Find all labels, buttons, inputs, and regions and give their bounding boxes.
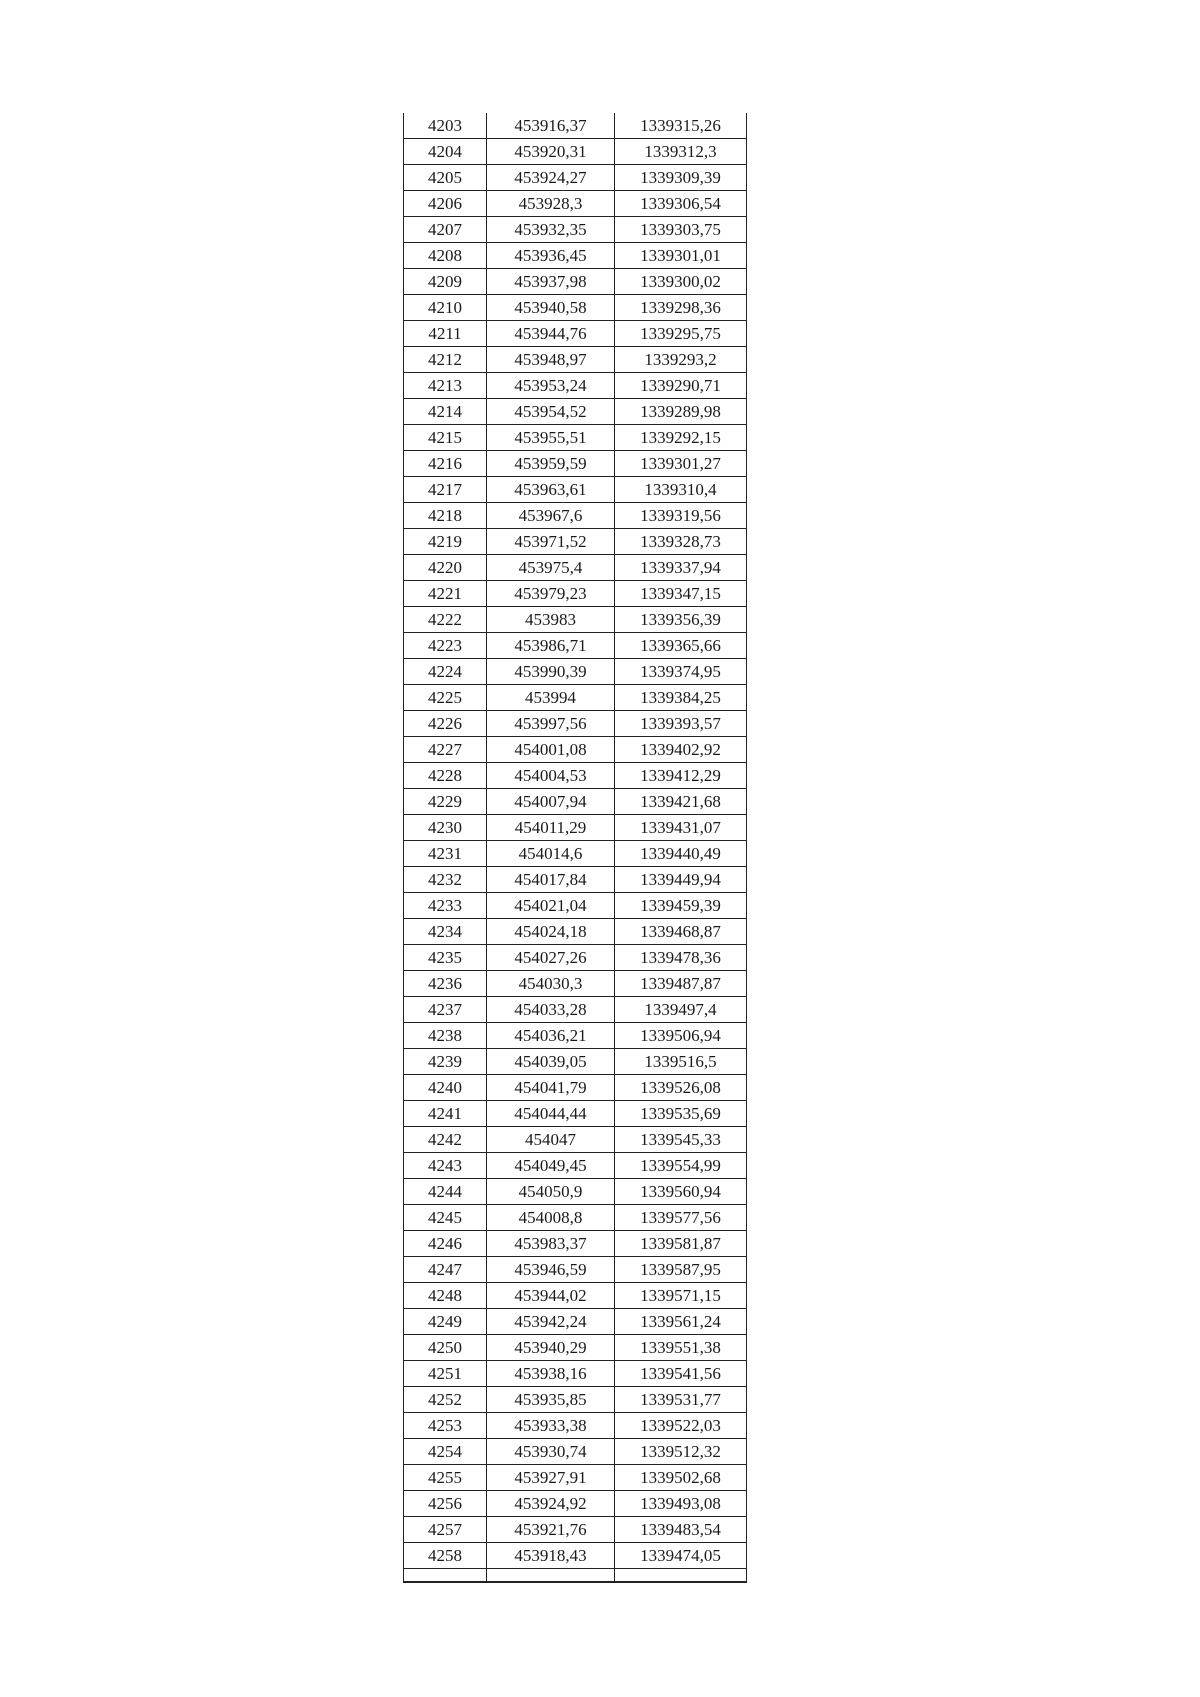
x-coordinate-cell: 453967,6 — [487, 503, 615, 529]
y-coordinate-cell: 1339560,94 — [615, 1179, 747, 1205]
point-number-cell: 4229 — [404, 789, 487, 815]
coordinates-sheet — [403, 113, 746, 1583]
x-coordinate-cell: 453953,24 — [487, 373, 615, 399]
y-coordinate-cell: 1339571,15 — [615, 1283, 747, 1309]
point-number-cell: 4257 — [404, 1517, 487, 1543]
table-row — [404, 1465, 747, 1491]
table-row — [404, 269, 747, 295]
y-coordinate-cell: 1339502,68 — [615, 1465, 747, 1491]
table-row — [404, 529, 747, 555]
point-number-cell: 4226 — [404, 711, 487, 737]
table-row — [404, 425, 747, 451]
x-coordinate-cell: 453979,23 — [487, 581, 615, 607]
table-row — [404, 1127, 747, 1153]
x-coordinate-cell: 453940,58 — [487, 295, 615, 321]
y-coordinate-cell: 1339483,54 — [615, 1517, 747, 1543]
table-row-empty — [404, 1569, 747, 1583]
table-row — [404, 971, 747, 997]
table-row — [404, 633, 747, 659]
table-row — [404, 919, 747, 945]
x-coordinate-cell: 454041,79 — [487, 1075, 615, 1101]
y-coordinate-cell: 1339301,01 — [615, 243, 747, 269]
x-coordinate-cell: 453983 — [487, 607, 615, 633]
table-row — [404, 1543, 747, 1569]
x-coordinate-cell: 453994 — [487, 685, 615, 711]
point-number-cell: 4216 — [404, 451, 487, 477]
table-row — [404, 1517, 747, 1543]
point-number-cell: 4246 — [404, 1231, 487, 1257]
point-number-cell: 4231 — [404, 841, 487, 867]
x-coordinate-cell: 453918,43 — [487, 1543, 615, 1569]
x-coordinate-cell: 454050,9 — [487, 1179, 615, 1205]
x-coordinate-cell: 454049,45 — [487, 1153, 615, 1179]
x-coordinate-cell: 453920,31 — [487, 139, 615, 165]
point-number-cell: 4254 — [404, 1439, 487, 1465]
y-coordinate-cell: 1339421,68 — [615, 789, 747, 815]
point-number-cell: 4203 — [404, 113, 487, 139]
y-coordinate-cell: 1339497,4 — [615, 997, 747, 1023]
point-number-cell: 4249 — [404, 1309, 487, 1335]
point-number-cell: 4215 — [404, 425, 487, 451]
table-row — [404, 763, 747, 789]
point-number-cell: 4214 — [404, 399, 487, 425]
point-number-cell: 4234 — [404, 919, 487, 945]
x-coordinate-cell: 453946,59 — [487, 1257, 615, 1283]
x-coordinate-cell: 453944,76 — [487, 321, 615, 347]
x-coordinate-cell: 454001,08 — [487, 737, 615, 763]
point-number-cell: 4235 — [404, 945, 487, 971]
y-coordinate-cell: 1339290,71 — [615, 373, 747, 399]
table-row — [404, 997, 747, 1023]
y-coordinate-cell: 1339310,4 — [615, 477, 747, 503]
point-number-cell: 4230 — [404, 815, 487, 841]
x-coordinate-cell: 454021,04 — [487, 893, 615, 919]
y-coordinate-cell: 1339312,3 — [615, 139, 747, 165]
empty-cell — [615, 1569, 747, 1583]
table-row — [404, 1283, 747, 1309]
table-row — [404, 217, 747, 243]
point-number-cell: 4222 — [404, 607, 487, 633]
point-number-cell: 4205 — [404, 165, 487, 191]
table-row — [404, 1387, 747, 1413]
y-coordinate-cell: 1339384,25 — [615, 685, 747, 711]
point-number-cell: 4206 — [404, 191, 487, 217]
x-coordinate-cell: 454039,05 — [487, 1049, 615, 1075]
table-row — [404, 1179, 747, 1205]
point-number-cell: 4251 — [404, 1361, 487, 1387]
point-number-cell: 4258 — [404, 1543, 487, 1569]
table-row — [404, 451, 747, 477]
x-coordinate-cell: 453944,02 — [487, 1283, 615, 1309]
y-coordinate-cell: 1339309,39 — [615, 165, 747, 191]
x-coordinate-cell: 453927,91 — [487, 1465, 615, 1491]
y-coordinate-cell: 1339315,26 — [615, 113, 747, 139]
table-row — [404, 607, 747, 633]
y-coordinate-cell: 1339474,05 — [615, 1543, 747, 1569]
point-number-cell: 4255 — [404, 1465, 487, 1491]
x-coordinate-cell: 453959,59 — [487, 451, 615, 477]
x-coordinate-cell: 453990,39 — [487, 659, 615, 685]
point-number-cell: 4232 — [404, 867, 487, 893]
y-coordinate-cell: 1339347,15 — [615, 581, 747, 607]
x-coordinate-cell: 453924,92 — [487, 1491, 615, 1517]
table-row — [404, 399, 747, 425]
x-coordinate-cell: 453921,76 — [487, 1517, 615, 1543]
point-number-cell: 4218 — [404, 503, 487, 529]
x-coordinate-cell: 453932,35 — [487, 217, 615, 243]
point-number-cell: 4240 — [404, 1075, 487, 1101]
y-coordinate-cell: 1339487,87 — [615, 971, 747, 997]
y-coordinate-cell: 1339306,54 — [615, 191, 747, 217]
table-row — [404, 165, 747, 191]
table-row — [404, 503, 747, 529]
x-coordinate-cell: 454044,44 — [487, 1101, 615, 1127]
table-row — [404, 373, 747, 399]
point-number-cell: 4250 — [404, 1335, 487, 1361]
table-row — [404, 685, 747, 711]
table-row — [404, 295, 747, 321]
y-coordinate-cell: 1339328,73 — [615, 529, 747, 555]
point-number-cell: 4227 — [404, 737, 487, 763]
point-number-cell: 4239 — [404, 1049, 487, 1075]
point-number-cell: 4244 — [404, 1179, 487, 1205]
table-row — [404, 243, 747, 269]
table-row — [404, 1049, 747, 1075]
x-coordinate-cell: 454014,6 — [487, 841, 615, 867]
y-coordinate-cell: 1339449,94 — [615, 867, 747, 893]
y-coordinate-cell: 1339300,02 — [615, 269, 747, 295]
x-coordinate-cell: 453954,52 — [487, 399, 615, 425]
x-coordinate-cell: 453971,52 — [487, 529, 615, 555]
x-coordinate-cell: 454036,21 — [487, 1023, 615, 1049]
table-row — [404, 555, 747, 581]
y-coordinate-cell: 1339577,56 — [615, 1205, 747, 1231]
y-coordinate-cell: 1339522,03 — [615, 1413, 747, 1439]
point-number-cell: 4210 — [404, 295, 487, 321]
y-coordinate-cell: 1339554,99 — [615, 1153, 747, 1179]
point-number-cell: 4211 — [404, 321, 487, 347]
y-coordinate-cell: 1339545,33 — [615, 1127, 747, 1153]
x-coordinate-cell: 453936,45 — [487, 243, 615, 269]
table-row — [404, 711, 747, 737]
point-number-cell: 4248 — [404, 1283, 487, 1309]
table-row — [404, 1439, 747, 1465]
y-coordinate-cell: 1339319,56 — [615, 503, 747, 529]
x-coordinate-cell: 454030,3 — [487, 971, 615, 997]
table-row — [404, 477, 747, 503]
point-number-cell: 4236 — [404, 971, 487, 997]
x-coordinate-cell: 453916,37 — [487, 113, 615, 139]
y-coordinate-cell: 1339301,27 — [615, 451, 747, 477]
y-coordinate-cell: 1339295,75 — [615, 321, 747, 347]
point-number-cell: 4252 — [404, 1387, 487, 1413]
y-coordinate-cell: 1339561,24 — [615, 1309, 747, 1335]
table-row — [404, 113, 747, 139]
table-row — [404, 1413, 747, 1439]
point-number-cell: 4212 — [404, 347, 487, 373]
table-row — [404, 867, 747, 893]
point-number-cell: 4221 — [404, 581, 487, 607]
coordinates-table — [403, 113, 747, 1583]
coordinates-table-body — [404, 113, 747, 1582]
y-coordinate-cell: 1339526,08 — [615, 1075, 747, 1101]
y-coordinate-cell: 1339289,98 — [615, 399, 747, 425]
y-coordinate-cell: 1339459,39 — [615, 893, 747, 919]
table-row — [404, 789, 747, 815]
x-coordinate-cell: 453997,56 — [487, 711, 615, 737]
x-coordinate-cell: 453937,98 — [487, 269, 615, 295]
table-row — [404, 1101, 747, 1127]
point-number-cell: 4228 — [404, 763, 487, 789]
y-coordinate-cell: 1339292,15 — [615, 425, 747, 451]
point-number-cell: 4217 — [404, 477, 487, 503]
x-coordinate-cell: 454027,26 — [487, 945, 615, 971]
table-row — [404, 1491, 747, 1517]
y-coordinate-cell: 1339374,95 — [615, 659, 747, 685]
table-row — [404, 1309, 747, 1335]
point-number-cell: 4213 — [404, 373, 487, 399]
x-coordinate-cell: 453975,4 — [487, 555, 615, 581]
table-row — [404, 893, 747, 919]
y-coordinate-cell: 1339541,56 — [615, 1361, 747, 1387]
x-coordinate-cell: 453933,38 — [487, 1413, 615, 1439]
y-coordinate-cell: 1339512,32 — [615, 1439, 747, 1465]
y-coordinate-cell: 1339337,94 — [615, 555, 747, 581]
y-coordinate-cell: 1339535,69 — [615, 1101, 747, 1127]
y-coordinate-cell: 1339506,94 — [615, 1023, 747, 1049]
table-row — [404, 737, 747, 763]
table-row — [404, 581, 747, 607]
x-coordinate-cell: 453928,3 — [487, 191, 615, 217]
x-coordinate-cell: 454011,29 — [487, 815, 615, 841]
x-coordinate-cell: 454004,53 — [487, 763, 615, 789]
x-coordinate-cell: 453948,97 — [487, 347, 615, 373]
y-coordinate-cell: 1339587,95 — [615, 1257, 747, 1283]
x-coordinate-cell: 453986,71 — [487, 633, 615, 659]
empty-cell — [487, 1569, 615, 1583]
x-coordinate-cell: 453924,27 — [487, 165, 615, 191]
x-coordinate-cell: 454024,18 — [487, 919, 615, 945]
x-coordinate-cell: 453930,74 — [487, 1439, 615, 1465]
point-number-cell: 4208 — [404, 243, 487, 269]
empty-cell — [404, 1569, 487, 1583]
table-row — [404, 841, 747, 867]
point-number-cell: 4242 — [404, 1127, 487, 1153]
point-number-cell: 4220 — [404, 555, 487, 581]
table-row — [404, 347, 747, 373]
x-coordinate-cell: 454033,28 — [487, 997, 615, 1023]
point-number-cell: 4209 — [404, 269, 487, 295]
point-number-cell: 4256 — [404, 1491, 487, 1517]
x-coordinate-cell: 453955,51 — [487, 425, 615, 451]
y-coordinate-cell: 1339393,57 — [615, 711, 747, 737]
point-number-cell: 4207 — [404, 217, 487, 243]
x-coordinate-cell: 453963,61 — [487, 477, 615, 503]
point-number-cell: 4238 — [404, 1023, 487, 1049]
table-row — [404, 1335, 747, 1361]
y-coordinate-cell: 1339402,92 — [615, 737, 747, 763]
y-coordinate-cell: 1339412,29 — [615, 763, 747, 789]
y-coordinate-cell: 1339581,87 — [615, 1231, 747, 1257]
x-coordinate-cell: 453942,24 — [487, 1309, 615, 1335]
y-coordinate-cell: 1339365,66 — [615, 633, 747, 659]
point-number-cell: 4247 — [404, 1257, 487, 1283]
table-row — [404, 659, 747, 685]
table-row — [404, 1023, 747, 1049]
point-number-cell: 4204 — [404, 139, 487, 165]
table-row — [404, 139, 747, 165]
point-number-cell: 4253 — [404, 1413, 487, 1439]
point-number-cell: 4223 — [404, 633, 487, 659]
table-row — [404, 1257, 747, 1283]
y-coordinate-cell: 1339298,36 — [615, 295, 747, 321]
point-number-cell: 4219 — [404, 529, 487, 555]
point-number-cell: 4243 — [404, 1153, 487, 1179]
table-row — [404, 945, 747, 971]
y-coordinate-cell: 1339493,08 — [615, 1491, 747, 1517]
point-number-cell: 4241 — [404, 1101, 487, 1127]
y-coordinate-cell: 1339478,36 — [615, 945, 747, 971]
x-coordinate-cell: 453940,29 — [487, 1335, 615, 1361]
point-number-cell: 4237 — [404, 997, 487, 1023]
x-coordinate-cell: 453983,37 — [487, 1231, 615, 1257]
table-row — [404, 191, 747, 217]
x-coordinate-cell: 454007,94 — [487, 789, 615, 815]
table-row — [404, 321, 747, 347]
x-coordinate-cell: 453938,16 — [487, 1361, 615, 1387]
y-coordinate-cell: 1339440,49 — [615, 841, 747, 867]
table-row — [404, 1153, 747, 1179]
y-coordinate-cell: 1339431,07 — [615, 815, 747, 841]
x-coordinate-cell: 454047 — [487, 1127, 615, 1153]
y-coordinate-cell: 1339531,77 — [615, 1387, 747, 1413]
y-coordinate-cell: 1339293,2 — [615, 347, 747, 373]
x-coordinate-cell: 454008,8 — [487, 1205, 615, 1231]
point-number-cell: 4233 — [404, 893, 487, 919]
table-row — [404, 1075, 747, 1101]
x-coordinate-cell: 454017,84 — [487, 867, 615, 893]
y-coordinate-cell: 1339551,38 — [615, 1335, 747, 1361]
point-number-cell: 4224 — [404, 659, 487, 685]
y-coordinate-cell: 1339356,39 — [615, 607, 747, 633]
y-coordinate-cell: 1339468,87 — [615, 919, 747, 945]
x-coordinate-cell: 453935,85 — [487, 1387, 615, 1413]
point-number-cell: 4245 — [404, 1205, 487, 1231]
table-row — [404, 1205, 747, 1231]
y-coordinate-cell: 1339303,75 — [615, 217, 747, 243]
y-coordinate-cell: 1339516,5 — [615, 1049, 747, 1075]
point-number-cell: 4225 — [404, 685, 487, 711]
table-row — [404, 815, 747, 841]
table-row — [404, 1231, 747, 1257]
table-row — [404, 1361, 747, 1387]
